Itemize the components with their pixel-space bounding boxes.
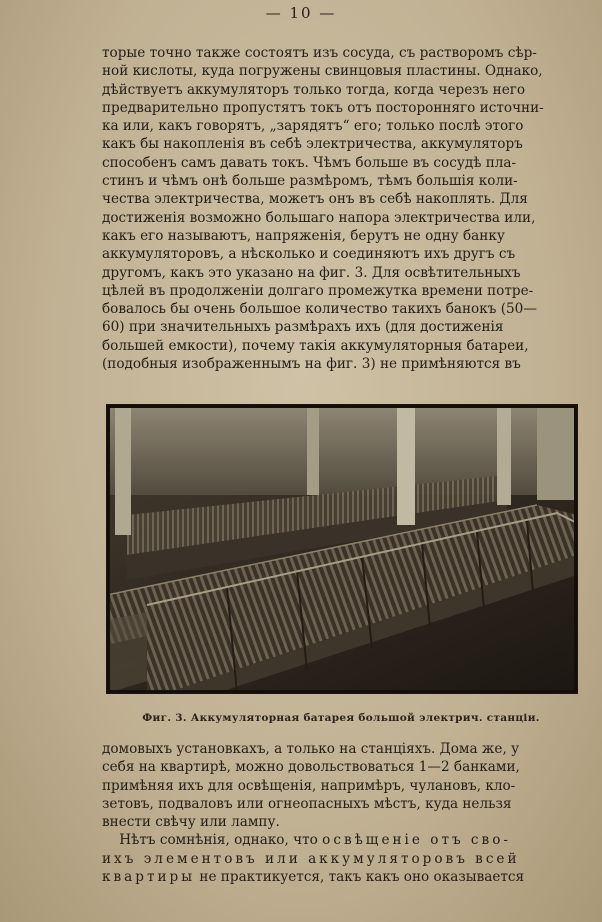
text-line: какъ бы накопленія въ себѣ электричества, аккумуляторъ — [102, 136, 523, 153]
text-line: домовыхъ установкахъ, а только на станціяхъ. Дома же, у — [102, 741, 520, 757]
emphasized-text: квартиры — [102, 869, 196, 886]
text-line: какъ его называютъ, напряженія, берутъ не одну банку — [102, 227, 505, 244]
page-number: — 10 — — [265, 4, 337, 22]
text-line — [102, 868, 590, 886]
text-line: внести свѣчу или лампу. — [102, 814, 280, 831]
photograph-illustration — [107, 405, 577, 693]
text-line: цѣлей въ продолженіи долгаго промежутка времени потре- — [102, 282, 534, 299]
text-line: примѣняя ихъ для освѣщенія, напримѣръ, чулановъ, кло- — [102, 777, 516, 794]
text-line: себя на квартирѣ, можно довольствоваться 1—2 банками, — [102, 759, 520, 776]
text-line: достиженія возможно большаго напора электричества или, — [102, 209, 536, 226]
bottom-paragraph — [102, 740, 590, 886]
text-line: 60) при значительныхъ размѣрахъ ихъ (для достиженія — [102, 319, 504, 336]
text-segment: не практикуется, такъ какъ оно оказывается — [195, 869, 525, 886]
text-line: предварительно пропустятъ токъ отъ посторонняго источни- — [102, 99, 544, 116]
text-line: другомъ, какъ это указано на фиг. 3. Для освѣтительныхъ — [102, 264, 521, 281]
text-line: дѣйствуетъ аккумуляторъ только тогда, когда черезъ него — [102, 81, 526, 98]
battery-room-photograph — [106, 404, 578, 694]
top-paragraph — [102, 44, 590, 373]
text-line — [102, 831, 590, 849]
text-line: ка или, какъ говорятъ, „зарядятъ“ его; только послѣ этого — [102, 118, 524, 135]
text-line: (подобныя изображеннымъ на фиг. 3) не примѣняются въ — [102, 356, 521, 373]
text-line: аккумуляторовъ, а нѣсколько и соединяютъ ихъ другъ съ — [102, 246, 516, 263]
text-line: зетовъ, подваловъ или огнеопасныхъ мѣстъ, куда нельзя — [102, 795, 512, 812]
text-line: бовалось бы очень большое количество такихъ банокъ (50— — [102, 301, 537, 318]
figure-caption: Фиг. 3. Аккумуляторная батарея большой электрич. станціи. — [142, 712, 540, 724]
text-segment: Нѣтъ сомнѣнія, однако, что — [119, 832, 323, 849]
text-line: стинъ и чѣмъ онѣ больше размѣромъ, тѣмъ большія коли- — [102, 173, 518, 190]
text-line: способенъ самъ давать токъ. Чѣмъ больше въ сосудѣ пла- — [102, 154, 517, 171]
emphasized-text-line: ихъ элементовъ или аккумуляторовъ всей — [102, 850, 520, 867]
text-line: ной кислоты, куда погружены свинцовыя пластины. Однако, — [102, 63, 543, 80]
text-line: торые точно также состоятъ изъ сосуда, съ растворомъ сѣр- — [102, 45, 537, 61]
emphasized-text: освѣщеніе отъ сво- — [322, 832, 511, 849]
text-line: чества электричества, можетъ онъ въ себѣ накоплять. Для — [102, 191, 528, 208]
text-line: большей емкости), почему такія аккумуляторныя батареи, — [102, 337, 529, 354]
